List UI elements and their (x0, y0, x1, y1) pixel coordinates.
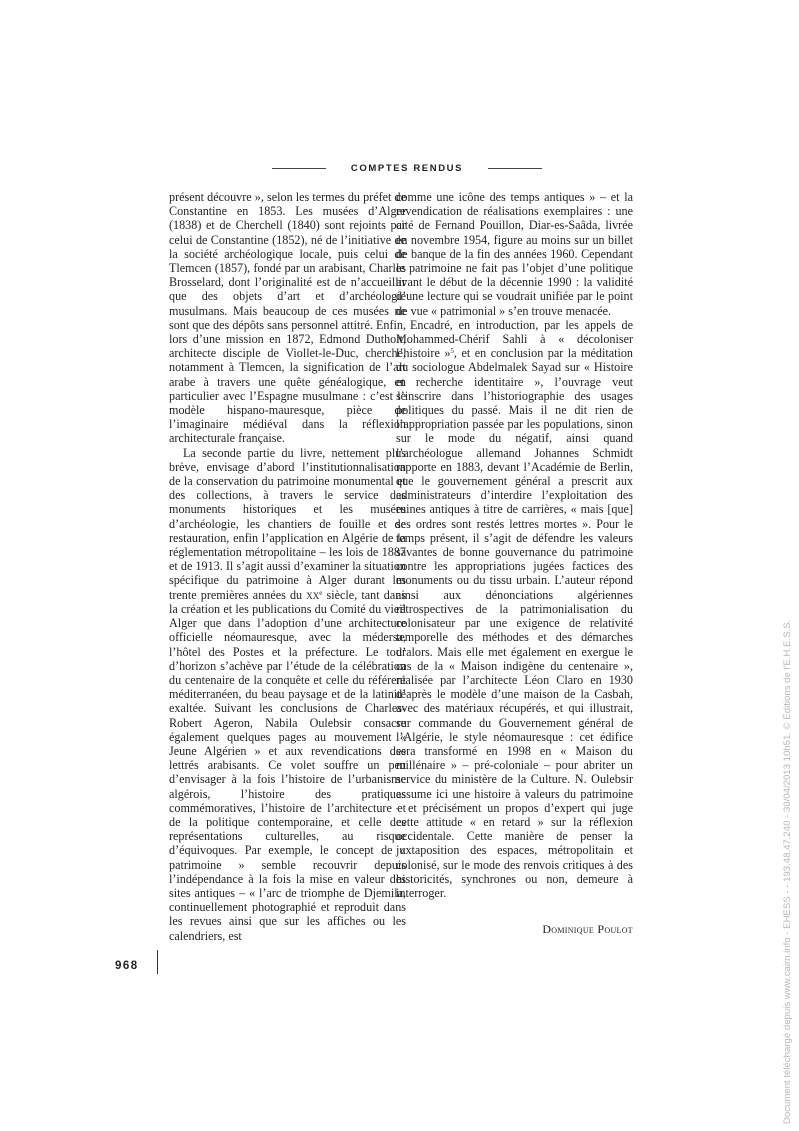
left-paragraph-2 (169, 446, 406, 943)
century-superscript: e (319, 588, 323, 597)
left-paragraph-2-part-b: siècle, tant dans la création et les publications du Comité du vieil Alger que dans l’adoption d’une architecture officielle néomauresque, avec la médersa, l’hôtel des Postes et la préfecture. Le tour d’horizon s’achève par l’étude de la célébration du centenaire de la conquête et celle du référent méditerranéen, du beau paysage et de la latinité exaltée. Suivant les conclusions de Charles-Robert Ageron, Nabila Oulebsir consacre également quelques pages au mouvement « Jeune Algérien » et aux revendications des lettrés arabisants. Ce volet souffre un peu d’envisager à la fois l’histoire de l’urbanisme algérois, l’histoire des pratiques commémoratives, l’histoire de l’architecture et de la politique contemporaine, et celle des représentations culturelles, au risque d’équivoques. Par exemple, le concept de « patrimoine » semble recouvrir depuis l’indépendance à la fois la mise en valeur des sites antiques – « l’arc de triomphe de Djemila, continuellement photographié et reproduit dans les revues ainsi que sur les affiches ou les calendriers, est (169, 587, 406, 943)
right-paragraph-2 (396, 318, 633, 900)
century-numeral: xx (306, 587, 320, 602)
left-column (169, 190, 406, 943)
right-paragraph-1: comme une icône des temps antiques » – et la revendication de réalisations exemplaires : une cité de Fernand Pouillon, Diar-es-Saâda, livrée en novembre 1954, figure au moins sur un billet de banque de la fin des années 1960. Cependant le patrimoine ne fait pas l’objet d’une politique avant le début de la décennie 1990 : la validité d’une lecture qui se voudrait unifiée par le point de vue « patrimonial » s’en trouve menacée. (396, 190, 633, 318)
running-header (272, 163, 542, 174)
download-watermark: Document téléchargé depuis www.cairn.info - EHESS - - 193.48.47.240 - 30/04/2013 10h51. © Éditions de l'E.H.E.S.S. (782, 619, 793, 1124)
right-paragraph-2-part-a: Encadré, en introduction, par les appels de Mohammed-Chérif Sahli à « décoloniser l’histoire » (396, 317, 633, 361)
author-signature: Dominique Poulot (542, 922, 633, 937)
page-number: 968 (115, 960, 139, 972)
left-paragraph-1: présent découvre », selon les termes du préfet de Constantine en 1853. Les musées d’Alger (1838) et de Cherchell (1840) sont rejoints par celui de Constantine (1852), né de l’initiative de la société archéologique locale, puis celui de Tlemcen (1857), fondé par un arabisant, Charles Brosselard, dont l’originalité est de n’accueillir que des objets d’art et d’archéologie musulmans. Mais beaucoup de ces musées ne sont que des dépôts sans personnel attitré. Enfin, lors d’une mission en 1872, Edmond Duthoit, architecte disciple de Viollet-le-Duc, cherche, notamment à Tlemcen, la signification de l’art arabe à travers une quête généalogique, en particulier avec l’Espagne musulmane : c’est le modèle hispano-mauresque, pièce de l’imaginaire médiéval dans la réflexion architecturale française. (169, 190, 406, 446)
right-column (396, 190, 633, 936)
page-number-rule (157, 950, 158, 974)
header-rule-right (488, 168, 542, 169)
right-paragraph-2-part-b: , et en conclusion par la méditation du sociologue Abdelmalek Sayad sur « Histoire et recherche identitaire », l’ouvrage veut s’inscrire dans l’historiographie des usages politiques du passé. Mais il ne dit rien de l’appropriation passée par les populations, sinon sur le mode du négatif, ainsi quand l’archéologue allemand Johannes Schmidt rapporte en 1883, devant l’Académie de Berlin, que le gouvernement général a prescrit aux administrateurs d’interdire l’exploitation des ruines antiques à titre de carrières, « mais [que] ses ordres sont restés lettres mortes ». Pour le temps présent, il s’agit de défendre les valeurs savantes de bonne gouvernance du patrimoine contre les appropriations jugées factices des monuments ou du tissu urbain. L’auteur répond ainsi aux dénonciations algériennes rétrospectives de la patrimonialisation du colonisateur par une exigence de relativité temporelle des méthodes et des démarches d’alors. Mais elle met également en exergue le cas de la « Maison indigène du centenaire », réalisée par l’architecte Léon Claro en 1930 d’après le modèle d’une maison de la Casbah, avec des matériaux récupérés, et qui illustrait, sur commande du Gouvernement général de l’Algérie, le style néomauresque : cet édifice sera transformé en 1998 en « Maison du millénaire » – pré-coloniale – pour abriter un service du ministère de la Culture. N. Oulebsir assume ici une histoire à valeurs du patrimoine – et précisément un propos d’expert qui juge cette attitude « en retard » sur la réflexion occidentale. Cette manière de penser la juxtaposition des espaces, métropolitain et colonisé, sur le mode des renvois critiques à des historicités, synchrones ou non, demeure à interroger. (396, 346, 634, 900)
left-paragraph-2-part-a: La seconde partie du livre, nettement plus brève, envisage d’abord l’institutionnalisation de la conservation du patrimoine monumental et des collections, à travers le service des monuments historiques et les musées d’archéologie, les chantiers de fouille et de restauration, enfin l’application en Algérie de la réglementation métropolitaine – les lois de 1887 et de 1913. Il s’agit aussi d’examiner la situation spécifique du patrimoine à Alger durant les trente premières années du (169, 445, 406, 602)
header-rule-left (272, 168, 326, 169)
running-header-title: COMPTES RENDUS (350, 163, 464, 174)
footnote-reference[interactable]: 5 (450, 347, 454, 356)
